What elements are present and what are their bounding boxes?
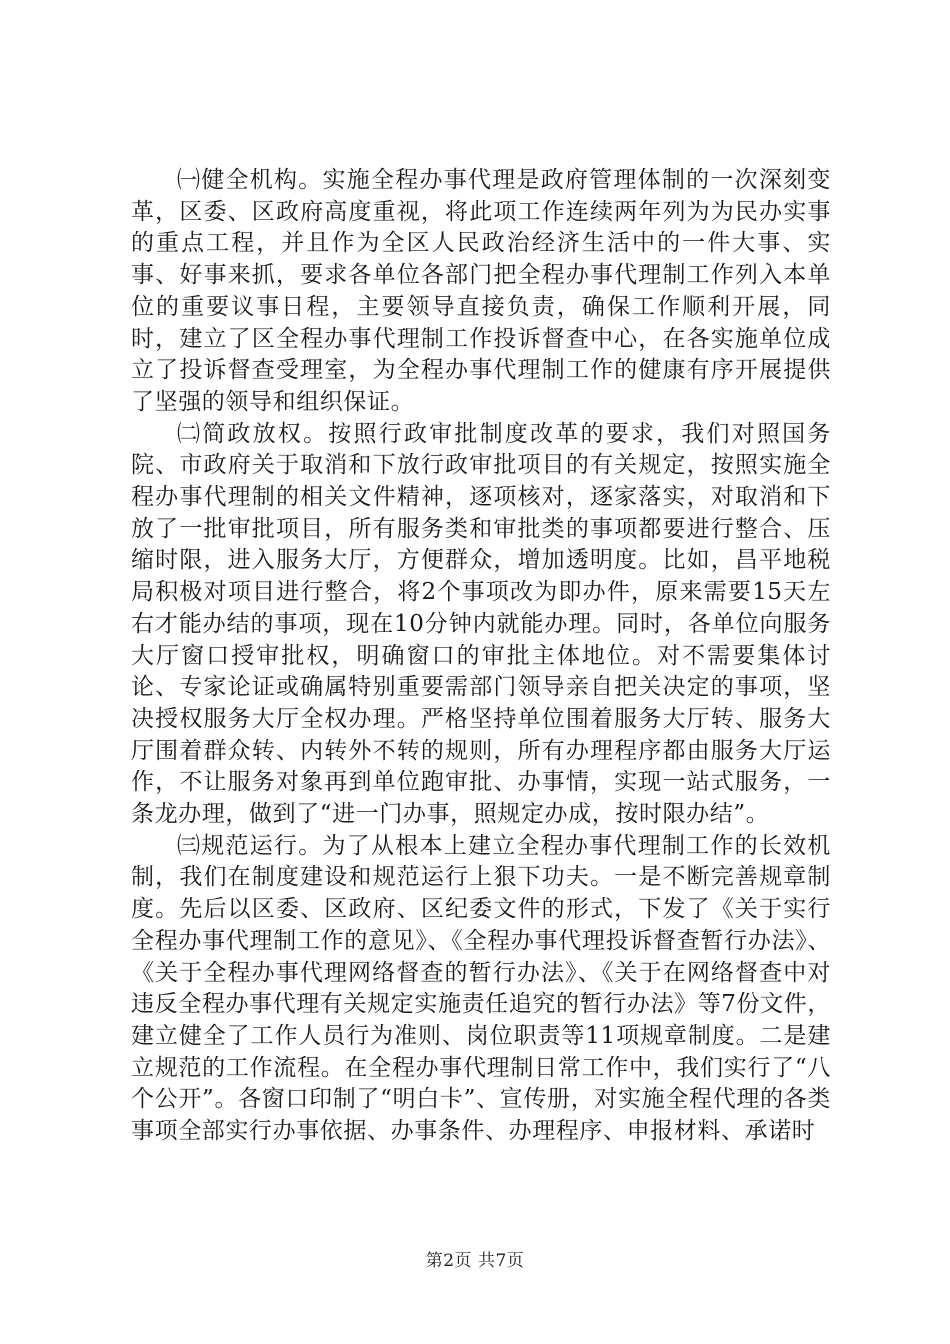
document-body xyxy=(131,165,831,1148)
page-number-footer: 第2页 共7页 xyxy=(425,1251,525,1271)
paragraph-3: ㈢规范运行。为了从根本上建立全程办事代理制工作的长效机制，我们在制度建设和规范运行上狠下功夫。一是不断完善规章制度。先后以区委、区政府、区纪委文件的形式，下发了《关于实行全程办事代理制工作的意见》、《全程办事代理投诉督查暂行办法》、《关于全程办事代理网络督查的暂行办法》、《关于在网络督查中对违反全程办事代理有关规定实施责任追究的暂行办法》等7份文件，建立健全了工作人员行为准则、岗位职责等11项规章制度。二是建立规范的工作流程。在全程办事代理制日常工作中，我们实行了“八个公开”。各窗口印制了“明白卡”、宣传册，对实施全程代理的各类事项全部实行办事依据、办事条件、办理程序、申报材料、承诺时 xyxy=(131,832,831,1145)
paragraph-2: ㈡简政放权。按照行政审批制度改革的要求，我们对照国务院、市政府关于取消和下放行政审批项目的有关规定，按照实施全程办事代理制的相关文件精神，逐项核对，逐家落实，对取消和下放了一批审批项目，所有服务类和审批类的事项都要进行整合、压缩时限，进入服务大厅，方便群众，增加透明度。比如，昌平地税局积极对项目进行整合，将2个事项改为即办件，原来需要15天左右才能办结的事项，现在10分钟内就能办理。同时，各单位向服务大厅窗口授审批权，明确窗口的审批主体地位。对不需要集体讨论、专家论证或确属特别重要需部门领导亲自把关决定的事项，坚决授权服务大厅全权办理。严格坚持单位围着服务大厅转、服务大厅围着群众转、内转外不转的规则，所有办理程序都由服务大厅运作，不让服务对象再到单位跑审批、办事情，实现一站式服务，一条龙办理，做到了“进一门办事，照规定办成，按时限办结”。 xyxy=(131,420,831,828)
paragraph-1: ㈠健全机构。实施全程办事代理是政府管理体制的一次深刻变革，区委、区政府高度重视，将此项工作连续两年列为为民办实事的重点工程，并且作为全区人民政治经济生活中的一件大事、实事、好事来抓，要求各单位各部门把全程办事代理制工作列入本单位的重要议事日程，主要领导直接负责，确保工作顺利开展，同时，建立了区全程办事代理制工作投诉督查中心，在各实施单位成立了投诉督查受理室，为全程办事代理制工作的健康有序开展提供了坚强的领导和组织保证。 xyxy=(131,167,831,415)
